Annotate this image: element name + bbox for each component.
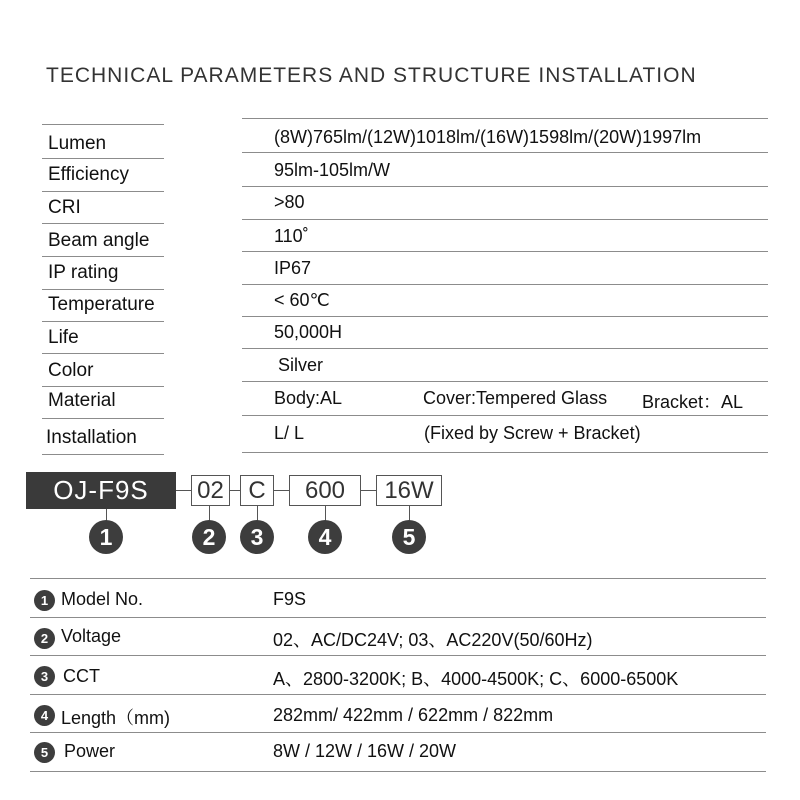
spec-value: >80	[274, 192, 305, 212]
spec-row-installation	[0, 421, 800, 454]
detail-label: Length（mm)	[61, 708, 171, 728]
table-divider	[242, 381, 768, 382]
table-divider	[30, 617, 766, 618]
code-part-power: 16W	[376, 475, 442, 506]
number-badge-1: 1	[89, 520, 123, 554]
table-divider	[42, 353, 164, 354]
spec-label: IP rating	[48, 262, 119, 283]
table-divider	[42, 386, 164, 387]
detail-row-length	[0, 696, 800, 734]
table-divider	[242, 284, 768, 285]
table-divider	[242, 219, 768, 220]
spec-value: 95lm-105lm/W	[274, 160, 391, 180]
detail-row-cct	[0, 657, 800, 695]
spec-value: 110˚	[274, 226, 309, 246]
table-divider	[42, 124, 164, 125]
spec-label: Efficiency	[48, 164, 129, 185]
spec-value: 50,000H	[274, 322, 343, 342]
table-divider	[242, 186, 768, 187]
number-badge-small: 3	[34, 666, 55, 687]
table-divider	[30, 732, 766, 733]
spec-label: CRI	[48, 197, 81, 218]
table-divider	[242, 348, 768, 349]
table-divider	[42, 418, 164, 419]
table-divider	[42, 454, 164, 455]
detail-row-model	[0, 581, 800, 619]
spec-value: (Fixed by Screw + Bracket)	[424, 423, 641, 443]
code-connector	[230, 490, 240, 491]
number-badge-small: 2	[34, 628, 55, 649]
spec-row-cri	[0, 192, 800, 225]
table-divider	[242, 251, 768, 252]
number-badge-small: 1	[34, 590, 55, 611]
detail-label: CCT	[63, 666, 100, 686]
detail-value: F9S	[273, 589, 307, 609]
spec-value: Body:AL	[274, 388, 343, 408]
table-divider	[30, 655, 766, 656]
detail-value: A、2800-3200K; B、4000-4500K; C、6000-6500K	[273, 669, 679, 689]
spec-label: Temperature	[48, 294, 155, 315]
table-divider	[242, 118, 768, 119]
number-badge-3: 3	[240, 520, 274, 554]
number-badge-2: 2	[192, 520, 226, 554]
spec-label: Lumen	[48, 133, 107, 154]
table-divider	[242, 415, 768, 416]
page-title: TECHNICAL PARAMETERS AND STRUCTURE INSTALLATION	[46, 64, 697, 87]
spec-row-temperature	[0, 290, 800, 323]
spec-value: Cover:Tempered Glass	[423, 388, 608, 408]
spec-row-material	[0, 388, 800, 421]
spec-value: L/ L	[274, 423, 305, 443]
spec-label: Material	[48, 390, 116, 411]
spec-value: < 60℃	[274, 290, 330, 310]
code-part-voltage: 02	[191, 475, 230, 506]
code-part-length: 600	[289, 475, 361, 506]
spec-label: Installation	[46, 427, 137, 448]
spec-value: (8W)765lm/(12W)1018lm/(16W)1598lm/(20W)1997lm	[274, 127, 702, 147]
spec-row-ip-rating	[0, 257, 800, 290]
spec-value: IP67	[274, 258, 312, 278]
detail-value: 282mm/ 422mm / 622mm / 822mm	[273, 705, 554, 725]
table-divider	[30, 771, 766, 772]
spec-row-efficiency	[0, 160, 800, 193]
number-badge-5: 5	[392, 520, 426, 554]
spec-value: Bracket：AL	[642, 392, 744, 412]
model-code-main: OJ-F9S	[26, 472, 176, 509]
detail-value: 8W / 12W / 16W / 20W	[273, 741, 457, 761]
detail-label: Model No.	[61, 589, 144, 609]
detail-row-voltage	[0, 619, 800, 657]
number-badge-small: 4	[34, 705, 55, 726]
table-divider	[242, 452, 768, 453]
spec-row-color	[0, 355, 800, 388]
detail-row-power	[0, 734, 800, 772]
table-divider	[242, 316, 768, 317]
detail-label: Power	[64, 741, 116, 761]
table-divider	[42, 223, 164, 224]
detail-value: 02、AC/DC24V; 03、AC220V(50/60Hz)	[273, 630, 593, 650]
spec-row-lumen	[0, 126, 800, 159]
spec-row-beam-angle	[0, 225, 800, 258]
number-badge-4: 4	[308, 520, 342, 554]
number-badge-small: 5	[34, 742, 55, 763]
table-divider	[30, 694, 766, 695]
table-divider	[242, 152, 768, 153]
spec-label: Beam angle	[48, 230, 150, 251]
spec-value: Silver	[278, 355, 324, 375]
spec-label: Color	[48, 360, 94, 381]
code-connector	[361, 490, 376, 491]
spec-label: Life	[48, 327, 79, 348]
table-divider	[42, 158, 164, 159]
code-connector	[274, 490, 289, 491]
spec-row-life	[0, 322, 800, 355]
code-part-cct: C	[240, 475, 274, 506]
table-divider	[30, 578, 766, 579]
detail-label: Voltage	[61, 626, 122, 646]
code-connector	[176, 490, 191, 491]
